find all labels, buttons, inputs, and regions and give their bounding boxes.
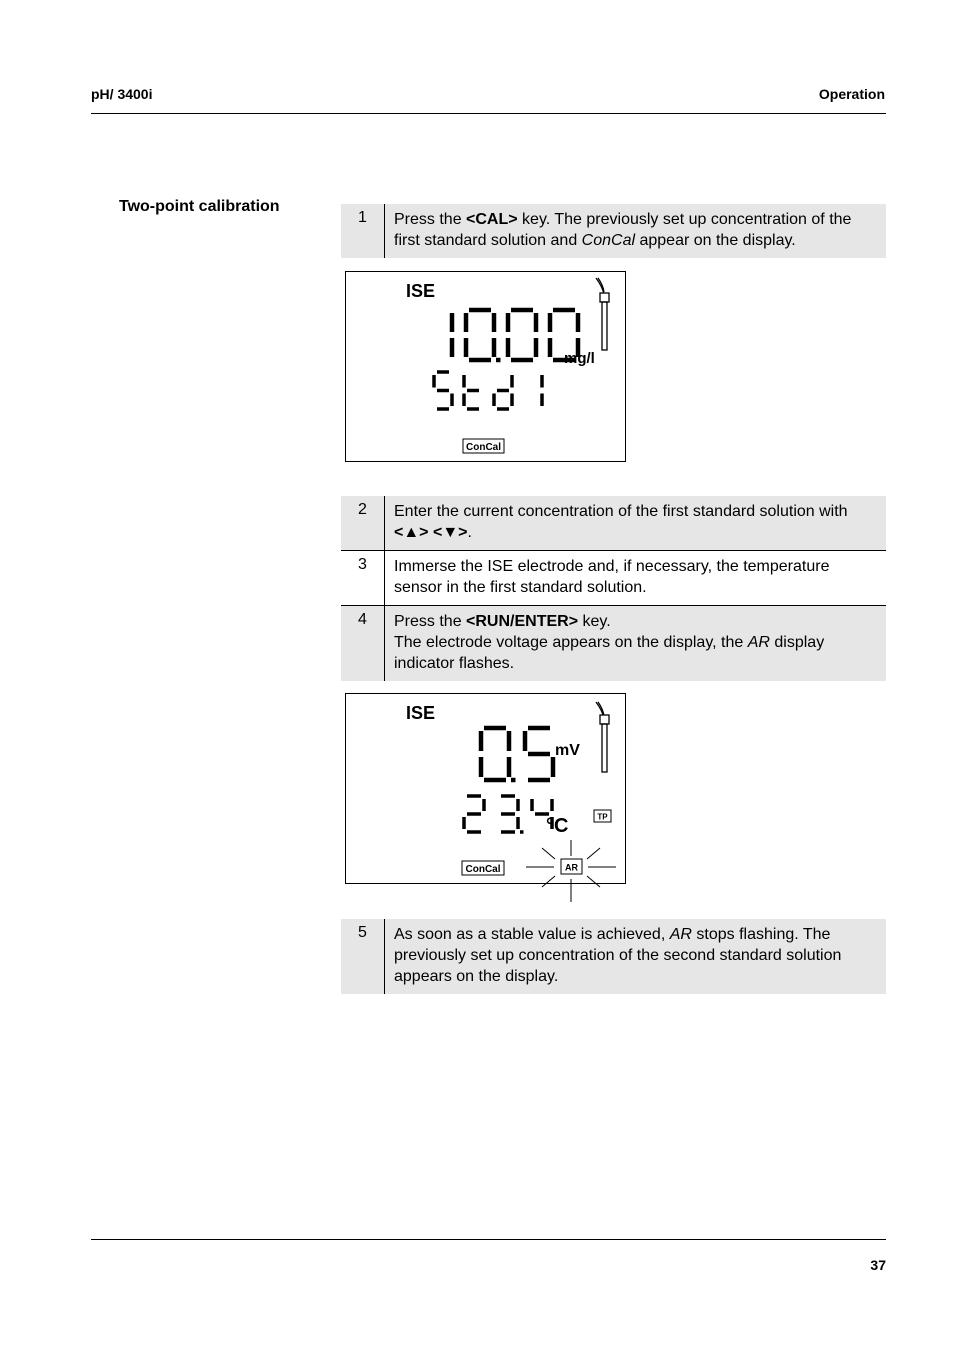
page-number: 37 xyxy=(870,1257,886,1273)
step-row xyxy=(341,550,886,606)
step-text-fragment: stops flashing. The previously set up concentration of the second standard solution appears on the display. xyxy=(394,926,842,985)
lcd-digit xyxy=(464,375,479,409)
electrode-icon xyxy=(596,278,609,350)
step-text-fragment: display indicator flashes. xyxy=(394,634,825,672)
steps-group-1 xyxy=(341,204,886,258)
lcd-display-2 xyxy=(345,693,626,884)
step-text-fragment: key. xyxy=(578,613,611,630)
step-number: 3 xyxy=(341,551,385,605)
step-text-fragment: Enter the current concentration of the first standard solution with xyxy=(394,503,848,520)
step-text-fragment: <RUN/ENTER> xyxy=(466,613,579,630)
lcd-digit xyxy=(494,375,512,409)
step-text xyxy=(385,919,886,994)
section-title: Two-point calibration xyxy=(119,198,280,215)
step-row xyxy=(341,204,886,258)
lcd-temperature-unit: °C xyxy=(546,815,569,837)
concal-indicator: ConCal xyxy=(466,442,501,453)
step-row xyxy=(341,606,886,681)
header-doc-title: pH/ 3400i xyxy=(91,86,153,102)
step-text xyxy=(385,496,886,550)
step-text-fragment: As soon as a stable value is achieved, xyxy=(394,926,670,943)
tp-indicator: TP xyxy=(597,812,608,822)
electrode-icon xyxy=(596,702,609,772)
step-number: 5 xyxy=(341,919,385,994)
lcd-digit xyxy=(464,796,484,832)
lcd-main-unit: mg/l xyxy=(564,350,595,367)
lcd-digit xyxy=(481,728,509,780)
lcd-mode-label: ISE xyxy=(406,703,436,723)
step-text-fragment: <▲> xyxy=(394,524,429,541)
step-text-fragment: . xyxy=(467,524,472,541)
lcd-secondary-text xyxy=(434,372,542,409)
header-section: Operation xyxy=(818,86,885,102)
lcd-digit xyxy=(501,796,518,832)
lcd-digit xyxy=(466,310,494,360)
step-row xyxy=(341,496,886,550)
lcd-decimal-point xyxy=(511,778,516,783)
ar-indicator: AR xyxy=(565,862,578,873)
step-text-fragment: AR xyxy=(747,634,770,651)
step-text-fragment: The electrode voltage appears on the display, the xyxy=(394,634,748,651)
step-text-fragment: ConCal xyxy=(581,232,636,249)
lcd-decimal-point xyxy=(496,358,501,363)
lcd-temperature-value xyxy=(464,796,552,834)
header-rule xyxy=(91,113,886,114)
step-row xyxy=(341,919,886,994)
steps-group-2 xyxy=(341,496,886,681)
lcd-digit xyxy=(525,728,553,780)
lcd-mode-label: ISE xyxy=(406,281,436,301)
step-text xyxy=(385,204,886,258)
lcd-decimal-point xyxy=(520,830,524,834)
lcd-main-value xyxy=(481,728,553,782)
lcd-digit xyxy=(508,310,536,360)
steps-group-3 xyxy=(341,919,886,994)
step-number: 4 xyxy=(341,606,385,681)
lcd-main-value xyxy=(452,310,578,362)
step-text-fragment: Immerse the ISE electrode and, if necessary, the temperature sensor in the first standard solution. xyxy=(394,558,830,596)
lcd-display-1 xyxy=(345,271,626,462)
step-text-fragment: key. The previously set up concentration of the first standard solution and xyxy=(394,211,852,249)
lcd-main-unit: mV xyxy=(555,742,580,759)
footer-rule xyxy=(91,1239,886,1240)
step-text-fragment: Press the xyxy=(394,613,467,630)
step-text-fragment: AR xyxy=(669,926,692,943)
step-number: 1 xyxy=(341,204,385,258)
step-text-fragment: <▼> xyxy=(432,524,468,541)
step-text-fragment: <CAL> xyxy=(466,211,518,228)
step-text-fragment: appear on the display. xyxy=(635,232,796,249)
step-text-fragment: Press the xyxy=(394,211,467,228)
step-number: 2 xyxy=(341,496,385,550)
step-text xyxy=(385,606,886,681)
lcd-digit xyxy=(434,372,452,409)
step-text xyxy=(385,551,886,605)
concal-indicator: ConCal xyxy=(465,864,501,875)
